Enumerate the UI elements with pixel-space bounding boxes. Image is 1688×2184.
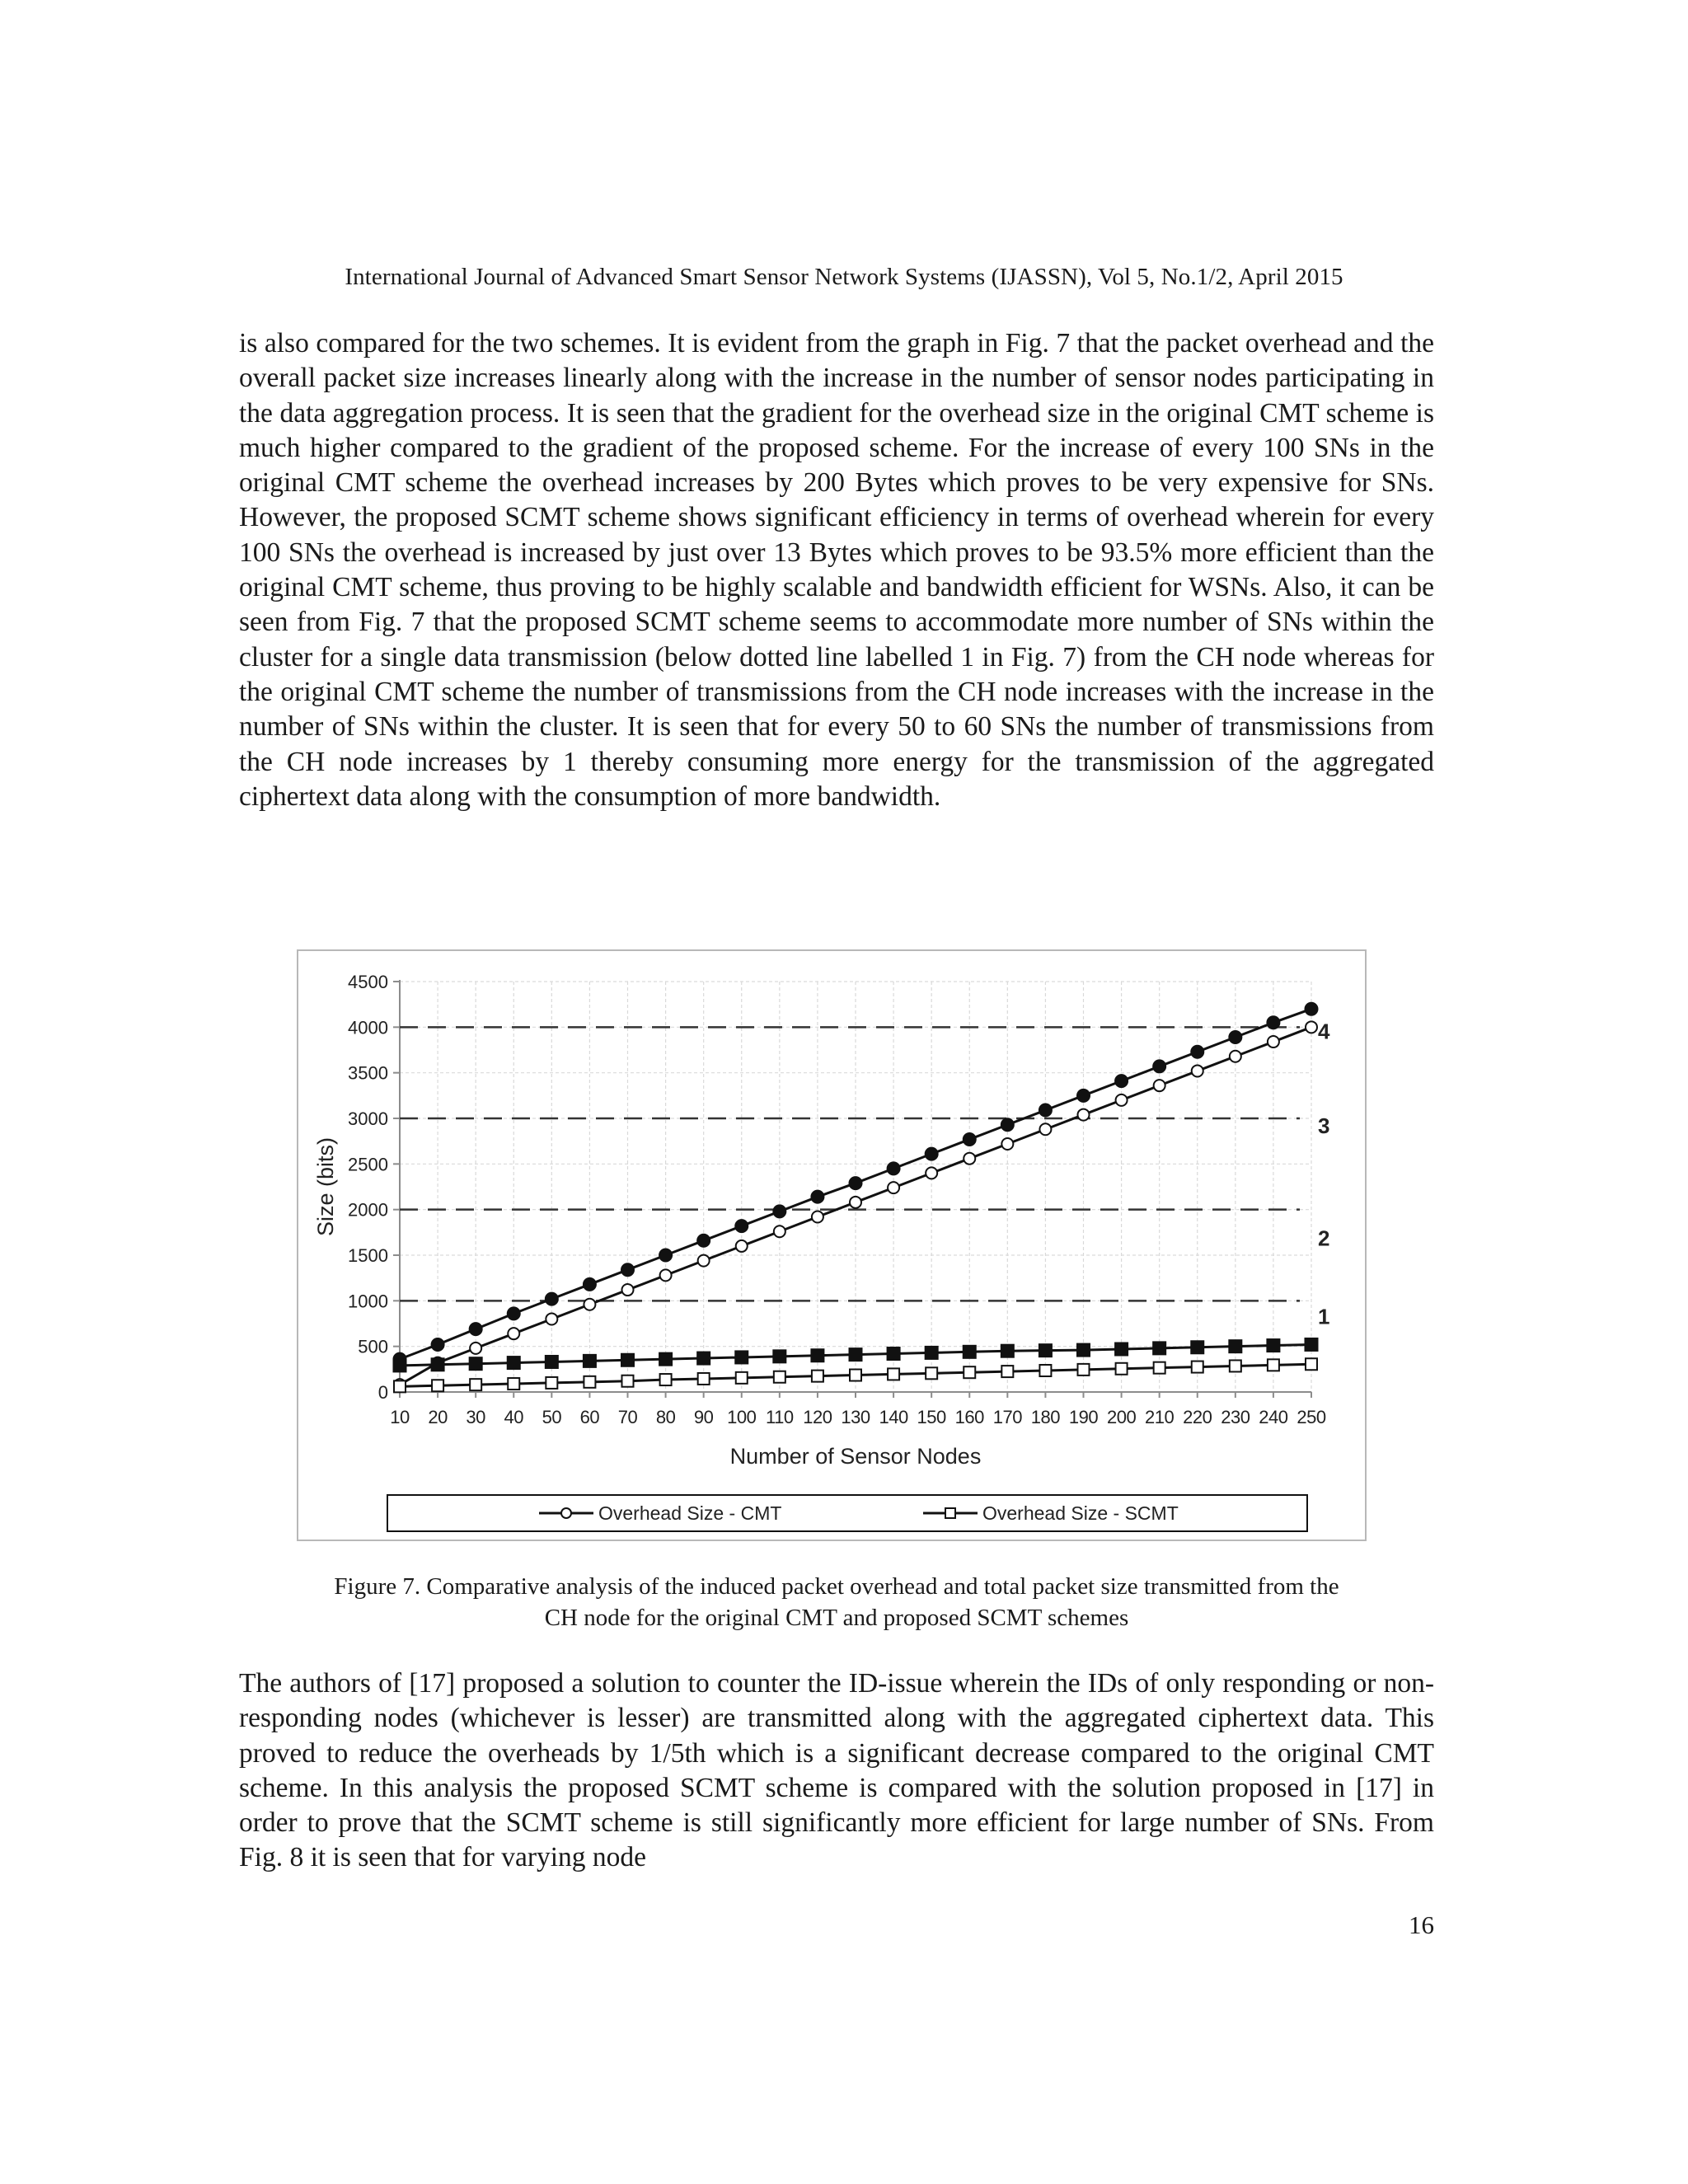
data-point (1115, 1343, 1128, 1356)
data-point (774, 1226, 785, 1237)
data-point (508, 1378, 519, 1390)
data-point (736, 1372, 748, 1384)
data-point (1154, 1362, 1165, 1374)
reference-line-label: 1 (1318, 1304, 1330, 1329)
data-point (1153, 1342, 1166, 1355)
x-tick-label: 140 (879, 1407, 908, 1427)
y-axis-title: Size (bits) (313, 1137, 338, 1237)
data-point (1306, 1021, 1317, 1033)
data-point (926, 1367, 937, 1379)
data-point (508, 1328, 519, 1339)
data-point (1154, 1080, 1165, 1091)
data-point (507, 1307, 520, 1320)
data-point (1230, 1051, 1241, 1062)
data-point (1039, 1104, 1052, 1117)
x-axis-title: Number of Sensor Nodes (729, 1444, 982, 1469)
x-tick-label: 240 (1259, 1407, 1288, 1427)
data-point (849, 1177, 862, 1190)
figure-7 (297, 949, 1367, 1541)
data-point (926, 1167, 937, 1179)
x-tick-label: 90 (693, 1407, 714, 1427)
data-point (1306, 1358, 1317, 1370)
data-point (583, 1354, 596, 1367)
data-point (1229, 1340, 1242, 1353)
data-point (964, 1366, 975, 1378)
data-point (622, 1376, 634, 1387)
x-tick-label: 100 (727, 1407, 757, 1427)
data-point (393, 1359, 406, 1372)
legend (387, 1495, 1307, 1531)
legend-label: Overhead Size - CMT (598, 1502, 782, 1524)
y-tick-label: 2000 (348, 1199, 388, 1221)
data-point (621, 1263, 635, 1277)
data-point (697, 1234, 710, 1247)
data-point (545, 1292, 558, 1305)
data-point (1001, 1118, 1014, 1132)
x-tick-label: 10 (390, 1407, 410, 1427)
data-point (546, 1313, 557, 1324)
x-tick-label: 160 (954, 1407, 984, 1427)
data-point (812, 1212, 823, 1223)
data-point (1115, 1075, 1128, 1088)
data-point (1267, 1339, 1280, 1352)
data-point (659, 1249, 673, 1262)
legend-marker (561, 1508, 571, 1518)
data-point (584, 1299, 595, 1310)
data-point (887, 1162, 900, 1175)
x-tick-label: 190 (1068, 1407, 1099, 1427)
body-paragraph-1: is also compared for the two schemes. It is evident from the graph in Fig. 7 that the packet overhead and the overall packet size increases linearly along with the increase in the number of sensor nodes participating in the data aggregation process. It is seen that the gradient for the overhead size in the original CMT scheme is much higher compared to the gradient of the proposed scheme. For the increase of every 100 SNs in the original CMT scheme the overhead increases by 200 Bytes which proves to be very expensive for SNs. However, the proposed SCMT scheme shows significant efficiency in terms of overhead wherein for every 100 SNs the overhead is increased by just over 13 Bytes which proves to be 93.5% more efficient than the original CMT scheme, thus proving to be highly scalable and bandwidth efficient for WSNs. Also, it can be seen from Fig. 7 that the proposed SCMT scheme seems to accommodate more number of SNs within the cluster for a single data transmission (below dotted line labelled 1 in Fig. 7) from the CH node whereas for the original CMT scheme the number of transmissions from the CH node increases with the increase in the number of SNs within the cluster. It is seen that for every 50 to 60 SNs the number of transmissions from the CH node increases by 1 thereby consuming more energy for the transmission of the aggregated ciphertext data along with the consumption of more bandwidth. (239, 328, 1434, 812)
data-point (1268, 1359, 1279, 1371)
y-tick-label: 1000 (348, 1291, 388, 1312)
data-point (888, 1368, 899, 1380)
y-tick-label: 0 (377, 1382, 388, 1403)
x-tick-label: 180 (1030, 1407, 1061, 1427)
caption-line-2: CH node for the original CMT and proposed SCMT schemes (544, 1605, 1129, 1631)
x-tick-label: 70 (617, 1407, 638, 1427)
data-point (735, 1220, 748, 1233)
data-point (431, 1358, 444, 1371)
reference-line-label: 3 (1318, 1113, 1330, 1138)
y-tick-label: 3000 (348, 1108, 388, 1129)
x-tick-label: 220 (1183, 1407, 1212, 1427)
data-point (1230, 1360, 1241, 1371)
data-point (963, 1345, 976, 1358)
legend-marker (945, 1508, 955, 1518)
data-point (1191, 1341, 1204, 1354)
x-tick-label: 80 (655, 1407, 676, 1427)
data-point (925, 1147, 938, 1160)
data-point (660, 1374, 672, 1385)
data-point (507, 1357, 520, 1370)
data-point (735, 1351, 748, 1364)
data-point (1001, 1344, 1014, 1357)
data-point (469, 1357, 482, 1371)
data-point (1077, 1343, 1090, 1357)
data-point (621, 1353, 635, 1366)
y-tick-label: 2500 (348, 1154, 388, 1175)
data-point (1192, 1065, 1203, 1076)
reference-line-label: 2 (1318, 1226, 1330, 1251)
data-point (963, 1132, 976, 1146)
x-tick-label: 200 (1106, 1407, 1137, 1427)
data-point (1001, 1138, 1013, 1150)
data-point (1229, 1031, 1242, 1044)
data-point (660, 1269, 672, 1281)
y-tick-label: 3500 (348, 1062, 388, 1084)
x-tick-label: 150 (917, 1407, 946, 1427)
data-point (1305, 1002, 1318, 1015)
page-number: 16 (1409, 1910, 1434, 1939)
caption-line-1: Figure 7. Comparative analysis of the induced packet overhead and total packet size transmitted from the (334, 1573, 1339, 1600)
data-point (470, 1343, 481, 1354)
data-point (1077, 1089, 1090, 1102)
data-point (1078, 1364, 1090, 1376)
data-point (1267, 1016, 1280, 1029)
data-point (1116, 1363, 1128, 1375)
x-tick-label: 110 (766, 1407, 794, 1427)
data-point (584, 1376, 595, 1388)
data-point (469, 1323, 482, 1336)
data-point (697, 1352, 710, 1365)
reference-line-label: 4 (1318, 1019, 1330, 1044)
data-point (1078, 1109, 1090, 1121)
data-point (583, 1277, 596, 1291)
x-tick-label: 40 (504, 1407, 523, 1427)
x-tick-label: 210 (1145, 1407, 1175, 1427)
data-point (1268, 1036, 1279, 1047)
data-point (964, 1153, 975, 1165)
data-point (812, 1371, 823, 1382)
x-tick-label: 60 (579, 1407, 600, 1427)
x-tick-label: 30 (466, 1407, 485, 1427)
data-point (925, 1346, 938, 1359)
data-point (888, 1182, 899, 1193)
data-point (849, 1348, 862, 1361)
data-point (773, 1205, 786, 1218)
data-point (850, 1370, 861, 1381)
running-header: International Journal of Advanced Smart Sensor Network Systems (IJASSN), Vol 5, No.1/2, April 2015 (345, 264, 1343, 290)
x-tick-label: 230 (1221, 1407, 1250, 1427)
legend-label: Overhead Size - SCMT (982, 1502, 1179, 1524)
data-point (850, 1197, 861, 1208)
x-tick-label: 130 (841, 1407, 870, 1427)
data-point (1116, 1094, 1128, 1106)
data-point (1192, 1361, 1203, 1373)
data-point (659, 1352, 673, 1366)
data-point (394, 1380, 406, 1392)
x-tick-label: 250 (1296, 1407, 1326, 1427)
data-point (736, 1240, 748, 1252)
data-point (470, 1379, 481, 1390)
data-point (773, 1350, 786, 1363)
data-point (1191, 1045, 1204, 1058)
data-point (622, 1284, 634, 1296)
data-point (1001, 1366, 1013, 1377)
body-paragraph-2: The authors of [17] proposed a solution to counter the ID-issue wherein the IDs of only responding or non-responding nodes (whichever is lesser) are transmitted along with the aggregated ciphertext data. This proved to reduce the overheads by 1/5th which is a significant decrease compared to the original CMT scheme. In this analysis the proposed SCMT scheme is compared with the solution proposed in [17] in order to prove that the SCMT scheme is still significantly more efficient for large number of SNs. From Fig. 8 it is seen that for varying node (239, 1668, 1434, 1873)
data-point (1305, 1338, 1318, 1351)
data-point (811, 1349, 824, 1362)
data-point (545, 1355, 558, 1368)
y-tick-label: 4500 (348, 972, 388, 992)
data-point (1039, 1123, 1051, 1135)
data-point (1039, 1344, 1052, 1357)
data-point (698, 1255, 710, 1267)
x-tick-label: 20 (428, 1407, 448, 1427)
data-point (432, 1380, 443, 1391)
data-point (546, 1377, 557, 1389)
data-point (1039, 1365, 1051, 1376)
y-tick-label: 1500 (348, 1245, 388, 1266)
x-tick-label: 120 (803, 1407, 832, 1427)
x-tick-label: 170 (992, 1407, 1022, 1427)
figure-caption (239, 1571, 1434, 1633)
data-point (887, 1347, 900, 1361)
data-point (1153, 1060, 1166, 1073)
data-point (811, 1190, 824, 1203)
overhead-chart (298, 951, 1365, 1540)
y-tick-label: 500 (358, 1336, 388, 1357)
y-tick-label: 4000 (348, 1017, 388, 1038)
x-tick-label: 50 (542, 1407, 562, 1427)
data-point (698, 1373, 710, 1385)
data-point (431, 1338, 444, 1351)
data-point (774, 1371, 785, 1383)
